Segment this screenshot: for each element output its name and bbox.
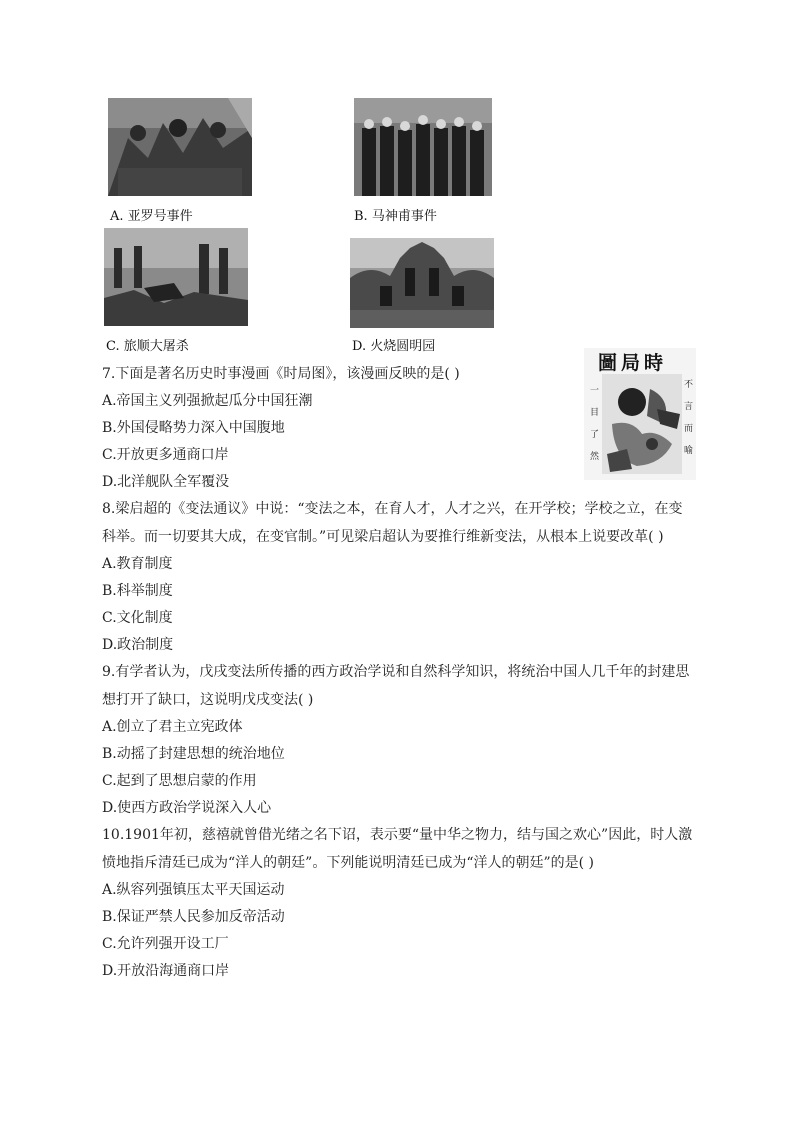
q9-option-d[interactable]: D.使西方政治学说深入人心 xyxy=(102,800,272,816)
q7-stem: 7.下面是著名历史时事漫画《时局图》，该漫画反映的是( ) xyxy=(102,366,460,382)
q9-option-a[interactable]: A.创立了君主立宪政体 xyxy=(102,719,243,735)
photo-ma-shenfu-incident xyxy=(354,98,492,196)
photo-arrow-incident xyxy=(108,98,252,196)
caption-a: A. 亚罗号事件 xyxy=(110,209,193,224)
cartoon-drawing xyxy=(602,374,682,474)
q8-option-d[interactable]: D.政治制度 xyxy=(102,637,174,653)
q8-option-a[interactable]: A.教育制度 xyxy=(102,556,173,572)
q10-option-d[interactable]: D.开放沿海通商口岸 xyxy=(102,963,230,979)
q7-option-d[interactable]: D.北洋舰队全军覆没 xyxy=(102,474,230,490)
q10-option-c[interactable]: C.允许列强开设工厂 xyxy=(102,936,229,952)
cartoon-right-text: 不言而喻 xyxy=(684,380,694,456)
cartoon-left-text: 一目了然 xyxy=(590,386,600,462)
q9-option-c[interactable]: C.起到了思想启蒙的作用 xyxy=(102,773,257,789)
caption-d: D. 火烧圆明园 xyxy=(352,339,436,354)
caption-c: C. 旅顺大屠杀 xyxy=(106,339,189,354)
q10-option-a[interactable]: A.纵容列强镇压太平天国运动 xyxy=(102,882,285,898)
q7-option-c[interactable]: C.开放更多通商口岸 xyxy=(102,447,229,463)
q7-option-a[interactable]: A.帝国主义列强掀起瓜分中国狂潮 xyxy=(102,393,313,409)
q10-stem-line1: 10.1901年初，慈禧就曾借光绪之名下诏，表示要“量中华之物力，结与国之欢心”因此，时人激 xyxy=(102,827,693,843)
cartoon-shiju-tu xyxy=(584,348,696,480)
q8-stem-line1: 8.梁启超的《变法通议》中说：“变法之本，在育人才，人才之兴，在开学校；学校之立，在变 xyxy=(102,501,683,517)
q7-option-b[interactable]: B.外国侵略势力深入中国腹地 xyxy=(102,420,285,436)
q10-stem-line2: 愤地指斥清廷已成为“洋人的朝廷”。下列能说明清廷已成为“洋人的朝廷”的是( ) xyxy=(102,855,595,871)
q8-option-c[interactable]: C.文化制度 xyxy=(102,610,173,626)
q10-option-b[interactable]: B.保证严禁人民参加反帝活动 xyxy=(102,909,285,925)
cartoon-title: 圖局時 xyxy=(598,352,668,374)
q9-option-b[interactable]: B.动摇了封建思想的统治地位 xyxy=(102,746,285,762)
q9-stem-line1: 9.有学者认为，戊戌变法所传播的西方政治学说和自然科学知识，将统治中国人几千年的封建思 xyxy=(102,664,690,680)
photo-burning-old-summer-palace xyxy=(350,238,494,328)
q9-stem-line2: 想打开了缺口，这说明戊戌变法( ) xyxy=(102,692,314,708)
q8-stem-line2: 科举。而一切要其大成，在变官制。”可见梁启超认为要推行维新变法，从根本上说要改革( ) xyxy=(102,529,664,545)
caption-b: B. 马神甫事件 xyxy=(354,209,437,224)
photo-lushun-massacre xyxy=(104,228,248,326)
q8-option-b[interactable]: B.科举制度 xyxy=(102,583,173,599)
